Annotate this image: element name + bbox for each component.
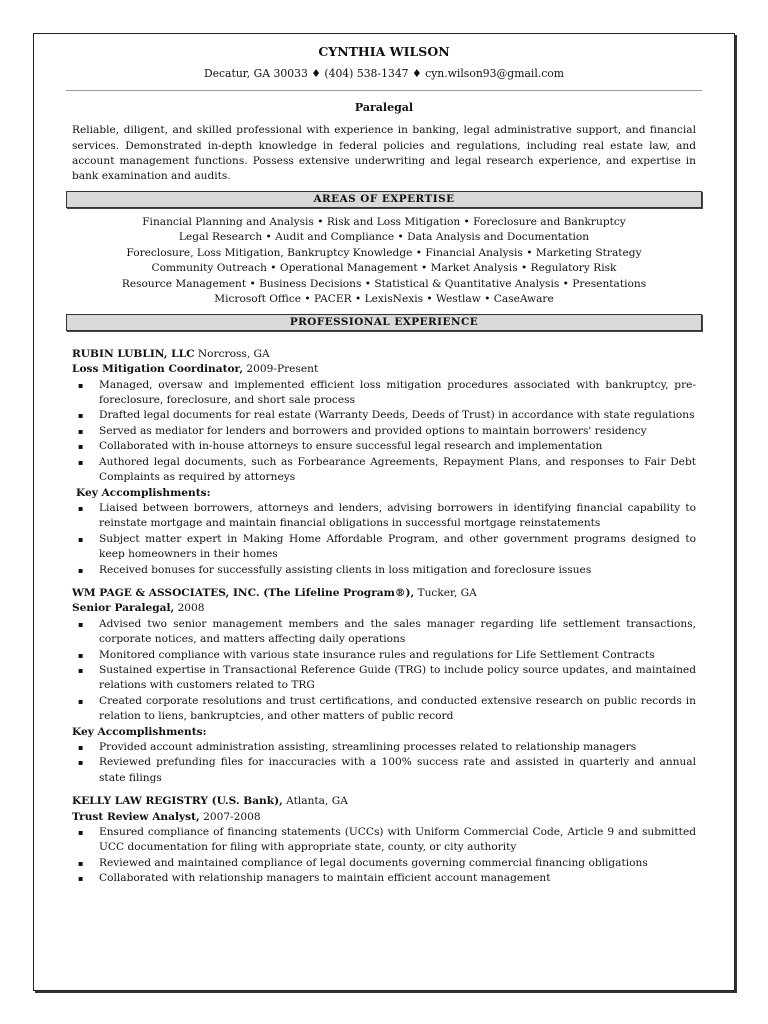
candidate-name: CYNTHIA WILSON <box>318 44 450 59</box>
role-line <box>72 362 696 377</box>
list-item: ▪ Served as mediator for lenders and borrowers and provided options to maintain borrowers' residency <box>72 424 696 439</box>
bullet-icon: ▪ <box>78 828 84 838</box>
bullet-icon: ▪ <box>78 426 84 436</box>
headline-title: Paralegal <box>354 100 414 114</box>
key-accomplishments-label: Key Accomplishments: <box>72 725 207 738</box>
role-title: Loss Mitigation Coordinator, <box>72 363 244 376</box>
job-entry <box>72 794 696 886</box>
expertise-line: Foreclosure, Loss Mitigation, Bankruptcy Knowledge • Financial Analysis • Marketing Strategy <box>126 246 642 259</box>
key-accomplishments-label: Key Accomplishments: <box>76 486 211 499</box>
role-dates: 2007-2008 <box>199 810 261 823</box>
role-title: Senior Paralegal, <box>72 602 175 615</box>
job-entry <box>72 586 696 786</box>
list-item: ▪ Sustained expertise in Transactional Reference Guide (TRG) to include policy source updates, and maintained relations with customers related to TRG <box>78 663 696 692</box>
experience-section-header: PROFESSIONAL EXPERIENCE <box>66 314 702 331</box>
list-item: ▪ Managed, oversaw and implemented efficient loss mitigation procedures associated with bankruptcy, pre-foreclosure, foreclosure, and short sale process <box>78 378 696 407</box>
bullet-icon: ▪ <box>78 411 84 421</box>
company-line <box>72 794 696 809</box>
job-entry <box>72 347 696 578</box>
role-line <box>72 601 696 616</box>
bullet-icon: ▪ <box>78 696 84 706</box>
list-item: ▪ Drafted legal documents for real estate (Warranty Deeds, Deeds of Trust) in accordance with state regulations <box>72 408 696 423</box>
bullet-icon: ▪ <box>78 665 84 675</box>
list-item: ▪ Subject matter expert in Making Home Affordable Program, and other government programs designed to keep homeowners in their homes <box>78 532 696 561</box>
company-location: Atlanta, GA <box>282 795 348 808</box>
list-item: ▪ Advised two senior management members and the sales manager regarding life settlement transactions, corporate notices, and matters affecting daily operations <box>78 617 696 646</box>
list-item: ▪ Monitored compliance with various state insurance rules and regulations for Life Settlement Contracts <box>72 648 696 663</box>
list-item: ▪ Ensured compliance of financing statements (UCCs) with Uniform Commercial Code, Article 9 and submitted UCC documentation for filing with appropriate state, county, or city authority <box>78 826 696 854</box>
bullet-icon: ▪ <box>78 380 84 390</box>
list-item: ▪ Provided account administration assisting, streamlining processes related to relationship managers <box>72 740 696 755</box>
bullet-icon: ▪ <box>78 758 84 768</box>
duties-list <box>72 378 696 486</box>
accomplishments-list <box>72 501 696 578</box>
duties-list <box>72 617 696 725</box>
bullet-icon: ▪ <box>78 650 84 660</box>
company-name: WM PAGE & ASSOCIATES, INC. (The Lifeline Program®), <box>72 586 415 599</box>
accomplishments-list <box>72 740 696 786</box>
role-title: Trust Review Analyst, <box>72 810 200 823</box>
expertise-line: Resource Management • Business Decisions • Statistical & Quantitative Analysis • Presentations <box>121 277 647 290</box>
role-line <box>72 810 696 825</box>
company-name: KELLY LAW REGISTRY (U.S. Bank), <box>72 795 283 808</box>
contact-line: Decatur, GA 30033 ♦ (404) 538-1347 ♦ cyn.wilson93@gmail.com <box>203 67 565 81</box>
company-line <box>72 347 696 362</box>
bullet-icon: ▪ <box>78 619 84 629</box>
company-name: RUBIN LUBLIN, LLC <box>72 347 195 360</box>
bullet-icon: ▪ <box>78 565 84 575</box>
expertise-line: Microsoft Office • PACER • LexisNexis • Westlaw • CaseAware <box>214 293 554 306</box>
bullet-icon: ▪ <box>78 874 84 884</box>
bullet-icon: ▪ <box>78 858 84 868</box>
bullet-icon: ▪ <box>78 442 84 452</box>
list-item: ▪ Collaborated with in-house attorneys to ensure successful legal research and implementation <box>72 439 696 454</box>
expertise-line: Legal Research • Audit and Compliance • Data Analysis and Documentation <box>178 231 590 244</box>
bullet-icon: ▪ <box>78 534 84 544</box>
role-dates: 2008 <box>174 602 205 615</box>
summary-paragraph: Reliable, diligent, and skilled professional with experience in banking, legal administrative support, and financial services. Demonstrated in-depth knowledge in federal policies and regulations, including real estate law, and account management functions. Possess extensive underwriting and legal research experience, and expertise in bank examination and audits. <box>72 124 696 183</box>
expertise-line: Community Outreach • Operational Management • Market Analysis • Regulatory Risk <box>151 262 617 275</box>
company-line <box>72 586 696 601</box>
list-item: ▪ Liaised between borrowers, attorneys and lenders, advising borrowers in identifying financial capability to reinstate mortgage and maintain financial obligations in successful mortgage reinstatements <box>78 501 696 530</box>
resume-document <box>72 44 696 887</box>
list-item: ▪ Authored legal documents, such as Forbearance Agreements, Repayment Plans, and responses to Fair Debt Complaints as required by attorneys <box>78 455 696 484</box>
list-item: ▪ Reviewed and maintained compliance of legal documents governing commercial financing obligations <box>72 856 696 871</box>
expertise-line: Financial Planning and Analysis • Risk and Loss Mitigation • Foreclosure and Bankruptcy <box>142 215 626 228</box>
bullet-icon: ▪ <box>78 503 84 513</box>
expertise-section-header: AREAS OF EXPERTISE <box>66 191 702 208</box>
header-divider <box>66 90 702 91</box>
bullet-icon: ▪ <box>78 457 84 467</box>
role-dates: 2009-Present <box>243 363 319 376</box>
company-location: Tucker, GA <box>414 586 477 599</box>
list-item: ▪ Reviewed prefunding files for inaccuracies with a 100% success rate and assisted in quarterly and annual state filings <box>78 756 696 784</box>
list-item: ▪ Created corporate resolutions and trust certifications, and conducted extensive research on public records in relation to liens, bankruptcies, and other matters of public record <box>78 694 696 723</box>
list-item: ▪ Collaborated with relationship managers to maintain efficient account management <box>72 871 696 886</box>
expertise-list <box>72 215 696 308</box>
duties-list <box>72 825 696 887</box>
list-item: ▪ Received bonuses for successfully assisting clients in loss mitigation and foreclosure issues <box>72 563 696 578</box>
bullet-icon: ▪ <box>78 743 84 752</box>
company-location: Norcross, GA <box>194 347 270 360</box>
